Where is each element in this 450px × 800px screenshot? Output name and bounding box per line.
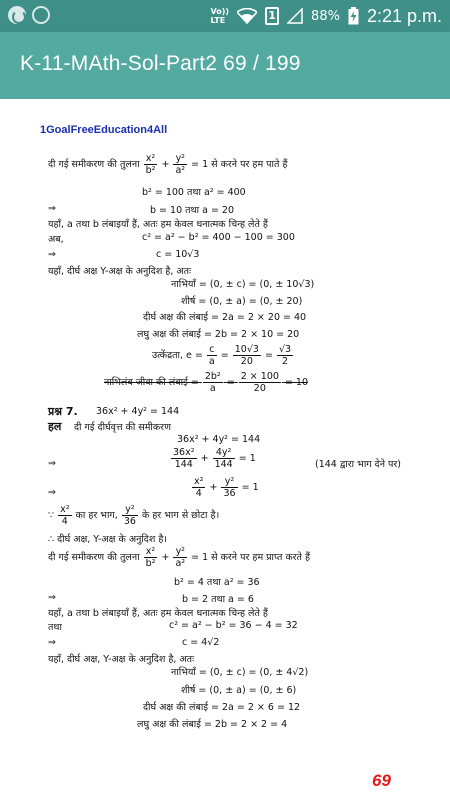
solution-intro: दी गई दीर्घवृत्त की समीकरण — [74, 422, 171, 433]
line-b2-a2-2: b² = 4 तथा a² = 36 — [174, 577, 260, 588]
line-major-axis: यहाँ, दीर्घ अक्ष Y-अक्ष के अनुदिश है, अतः — [48, 266, 191, 277]
line-standard-form: $\frac{\text{x²}}{4}$ + $\frac{\text{y²}}{36}$ = 1 — [194, 476, 259, 499]
line-foci: नाभियाँ = (0, ± c) = (0, ± 10√3) — [171, 279, 315, 290]
line-foci-2: नाभियाँ = (0, ± c) = (0, ± 4√2) — [171, 667, 309, 678]
line-major-axis-2: यहाँ, दीर्घ अक्ष, Y-अक्ष के अनुदिश है, अतः — [48, 654, 195, 665]
brand-watermark: 1GoalFreeEducation4All — [40, 124, 168, 136]
line-b2-a2: b² = 100 तथा a² = 400 — [142, 187, 246, 198]
sim-icon: 1 — [265, 7, 279, 25]
app-bar — [0, 32, 450, 99]
line-positive-sign-2: यहाँ, a तथा b लंबाइयाँ हैं, अतः हम केवल धनात्मक चिन्ह लेते हैं — [48, 608, 268, 619]
circle-notification-icon — [32, 6, 50, 24]
line-divide-144: $\frac{\text{36x²}}{144}$ + $\frac{\text{4y²}}{144}$ = 1 — [173, 447, 256, 470]
line-positive-sign: यहाँ, a तथा b लंबाइयाँ हैं, अतः हम केवल धनात्मक चिन्ह लेते हैं — [48, 219, 268, 230]
line-c-squared: c² = a² − b² = 400 − 100 = 300 — [142, 232, 295, 243]
signal-icon — [287, 8, 303, 24]
volte-line-2: LTE — [210, 16, 226, 25]
notification-icons — [8, 6, 50, 24]
line-minor-length: लघु अक्ष की लंबाई = 2b = 2 × 10 = 20 — [137, 329, 300, 340]
system-indicators — [210, 0, 442, 32]
pdf-page[interactable] — [0, 99, 450, 800]
implies-symbol: ⇒ — [48, 637, 56, 648]
line-vertices-2: शीर्ष = (0, ± a) = (0, ± 6) — [181, 685, 297, 696]
status-bar — [0, 0, 450, 32]
line-minor-length-2: लघु अक्ष की लंबाई = 2b = 2 × 2 = 4 — [137, 719, 288, 730]
line-compare-equation: दी गई समीकरण की तुलना $\frac{\text{x²}}{\text{b²}}$ + $\frac{\text{y²}}{\text{a²}}$ = 1 से करने पर हम पाते हैं — [48, 153, 288, 176]
line-b-a-2: b = 2 तथा a = 6 — [182, 594, 254, 605]
line-major-length: दीर्घ अक्ष की लंबाई = 2a = 2 × 20 = 40 — [143, 312, 307, 323]
solution-label: हल — [48, 420, 62, 433]
volte-line-1: Vo)) — [210, 7, 230, 16]
battery-percent: 88% — [311, 8, 340, 24]
app-title: K-11-MAth-Sol-Part2 69 / 199 — [20, 52, 301, 75]
line-c-value-2: c = 4√2 — [182, 637, 220, 648]
wifi-icon — [237, 8, 257, 24]
question-equation: 36x² + 4y² = 144 — [96, 406, 180, 417]
line-major-length-2: दीर्घ अक्ष की लंबाई = 2a = 2 × 6 = 12 — [143, 702, 301, 713]
page-number: 69 — [372, 771, 391, 790]
implies-symbol: ⇒ — [48, 203, 56, 214]
line-c-value: c = 10√3 — [156, 249, 200, 260]
clock: 2:21 p.m. — [366, 5, 442, 26]
line-c-squared-2: c² = a² − b² = 36 − 4 = 32 — [169, 620, 298, 631]
line-latus-rectum: नाभिलंब जीवा की लंबाई = $\frac{\text{2b²}}{a}$ = $\frac{2 \times 100}{20}$ = 10 — [104, 371, 309, 394]
line-b-a: b = 10 तथा a = 20 — [150, 205, 235, 216]
line-denominator-compare: ∵ $\frac{\text{x²}}{4}$ का हर भाग, $\frac{\text{y²}}{36}$ के हर भाग से छोटा है। — [48, 504, 220, 527]
implies-symbol: ⇒ — [48, 458, 56, 469]
line-given-ellipse: 36x² + 4y² = 144 — [177, 434, 261, 445]
label-tatha: तथा — [48, 622, 62, 633]
implies-symbol: ⇒ — [48, 592, 56, 603]
line-compare-equation-2: दी गई समीकरण की तुलना $\frac{\text{x²}}{\text{b²}}$ + $\frac{\text{y²}}{\text{a²}}$ = 1 से करने पर हम प्राप्त करते हैं — [48, 546, 311, 569]
line-therefore-axis: ∴ दीर्घ अक्ष, Y-अक्ष के अनुदिश है। — [48, 534, 167, 545]
line-eccentricity: उत्केंद्रता, e = $\frac{c}{a}$ = $\frac{10√3}{20}$ = $\frac{√3}{2}$ — [152, 344, 292, 367]
volte-indicator — [210, 7, 229, 25]
implies-symbol: ⇒ — [48, 249, 56, 260]
note-divide: (144 द्वारा भाग देने पर) — [315, 459, 401, 470]
question-label: प्रश्न 7. — [48, 405, 78, 418]
battery-charging-icon — [348, 7, 359, 25]
implies-symbol: ⇒ — [48, 487, 56, 498]
sync-icon — [8, 6, 26, 24]
line-vertices: शीर्ष = (0, ± a) = (0, ± 20) — [181, 296, 303, 307]
label-ab: अब, — [48, 234, 64, 245]
